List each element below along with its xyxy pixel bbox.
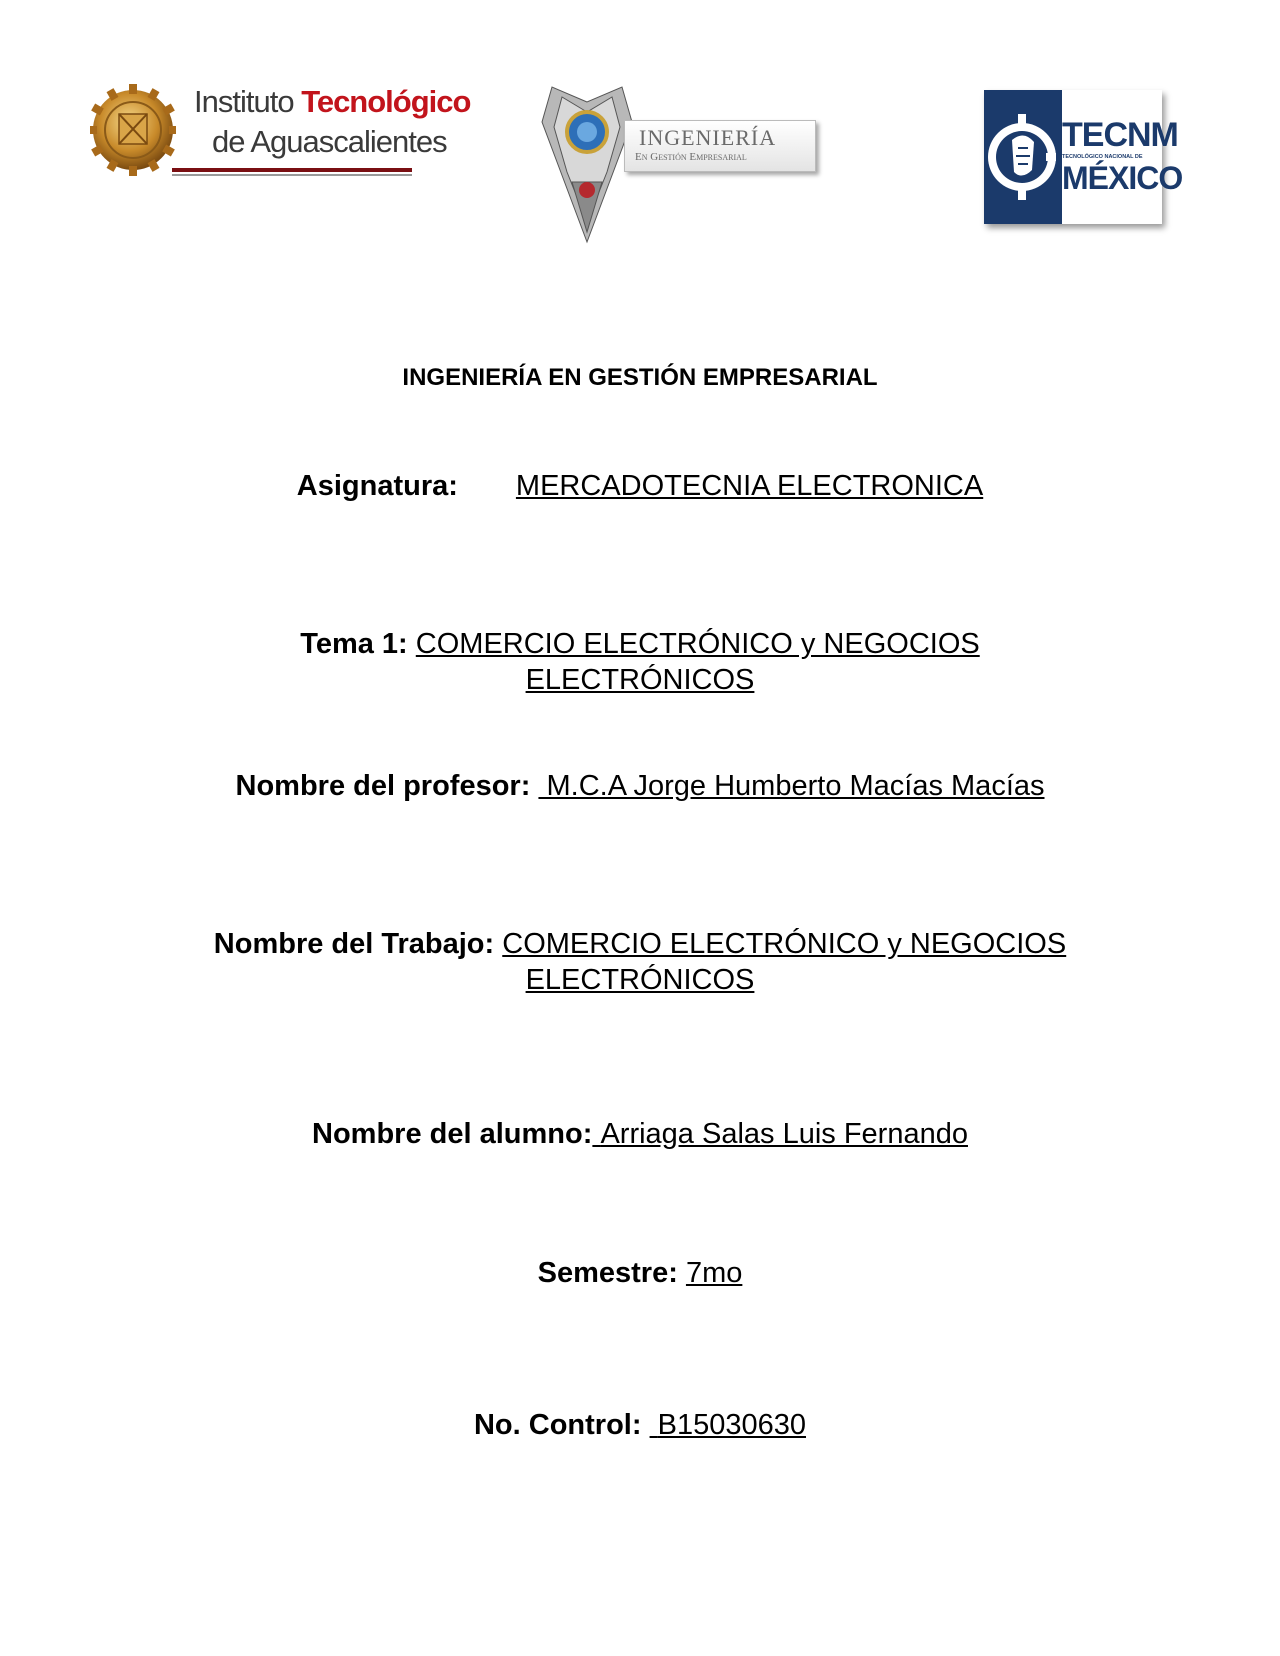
gear-head-icon	[984, 90, 1062, 224]
logo-instituto-tecnologico	[90, 70, 471, 200]
professor-value: M.C.A Jorge Humberto Macías Macías	[546, 770, 1045, 802]
subject-label: Asignatura:	[296, 470, 458, 502]
tecnm-box	[984, 90, 1183, 224]
student-label: Nombre del alumno:	[312, 1118, 593, 1150]
gear-seal-icon	[90, 70, 176, 190]
ige-line1: INGENIERÍA	[639, 125, 777, 150]
work-field	[0, 926, 1280, 998]
control-field	[0, 1407, 1280, 1443]
control-value: B15030630	[657, 1409, 806, 1441]
ita-underline-red	[172, 168, 412, 172]
student-value: Arriaga Salas Luis Fernando	[600, 1118, 968, 1150]
work-label: Nombre del Trabajo:	[213, 928, 495, 960]
semester-label: Semestre:	[537, 1257, 678, 1289]
logo-ingenieria-gestion	[532, 82, 822, 252]
subject-field	[0, 468, 1280, 504]
topic-label: Tema 1:	[300, 628, 408, 660]
subject-value: MERCADOTECNIA ELECTRONICA	[515, 470, 984, 502]
work-value-line1: COMERCIO ELECTRÓNICO y NEGOCIOS	[502, 928, 1067, 960]
tecnm-line1: TECNM	[1062, 116, 1178, 154]
logo-tecnm	[984, 90, 1183, 232]
work-value-line2: ELECTRÓNICOS	[525, 964, 755, 996]
control-label: No. Control:	[473, 1409, 642, 1441]
topic-value-line2: ELECTRÓNICOS	[525, 664, 755, 696]
professor-label: Nombre del profesor:	[235, 770, 531, 802]
tecnm-line2: TECNOLÓGICO NACIONAL DE	[1062, 154, 1143, 160]
ige-line2: En Gestión Empresarial	[635, 151, 747, 163]
ita-name-line1: Instituto Tecnológico	[194, 84, 471, 119]
topic-value-line1: COMERCIO ELECTRÓNICO y NEGOCIOS	[415, 628, 980, 660]
ige-label-box	[624, 120, 816, 172]
semester-value: 7mo	[685, 1257, 743, 1289]
tecnm-line3: MÉXICO	[1062, 160, 1183, 196]
career-title: INGENIERÍA EN GESTIÓN EMPRESARIAL	[402, 364, 878, 391]
student-field	[0, 1116, 1280, 1152]
topic-field	[0, 626, 1280, 698]
ita-name-line2: de Aguascalientes	[212, 124, 447, 159]
semester-field	[0, 1255, 1280, 1291]
professor-field	[0, 768, 1280, 804]
ita-underline-gray	[172, 174, 412, 176]
